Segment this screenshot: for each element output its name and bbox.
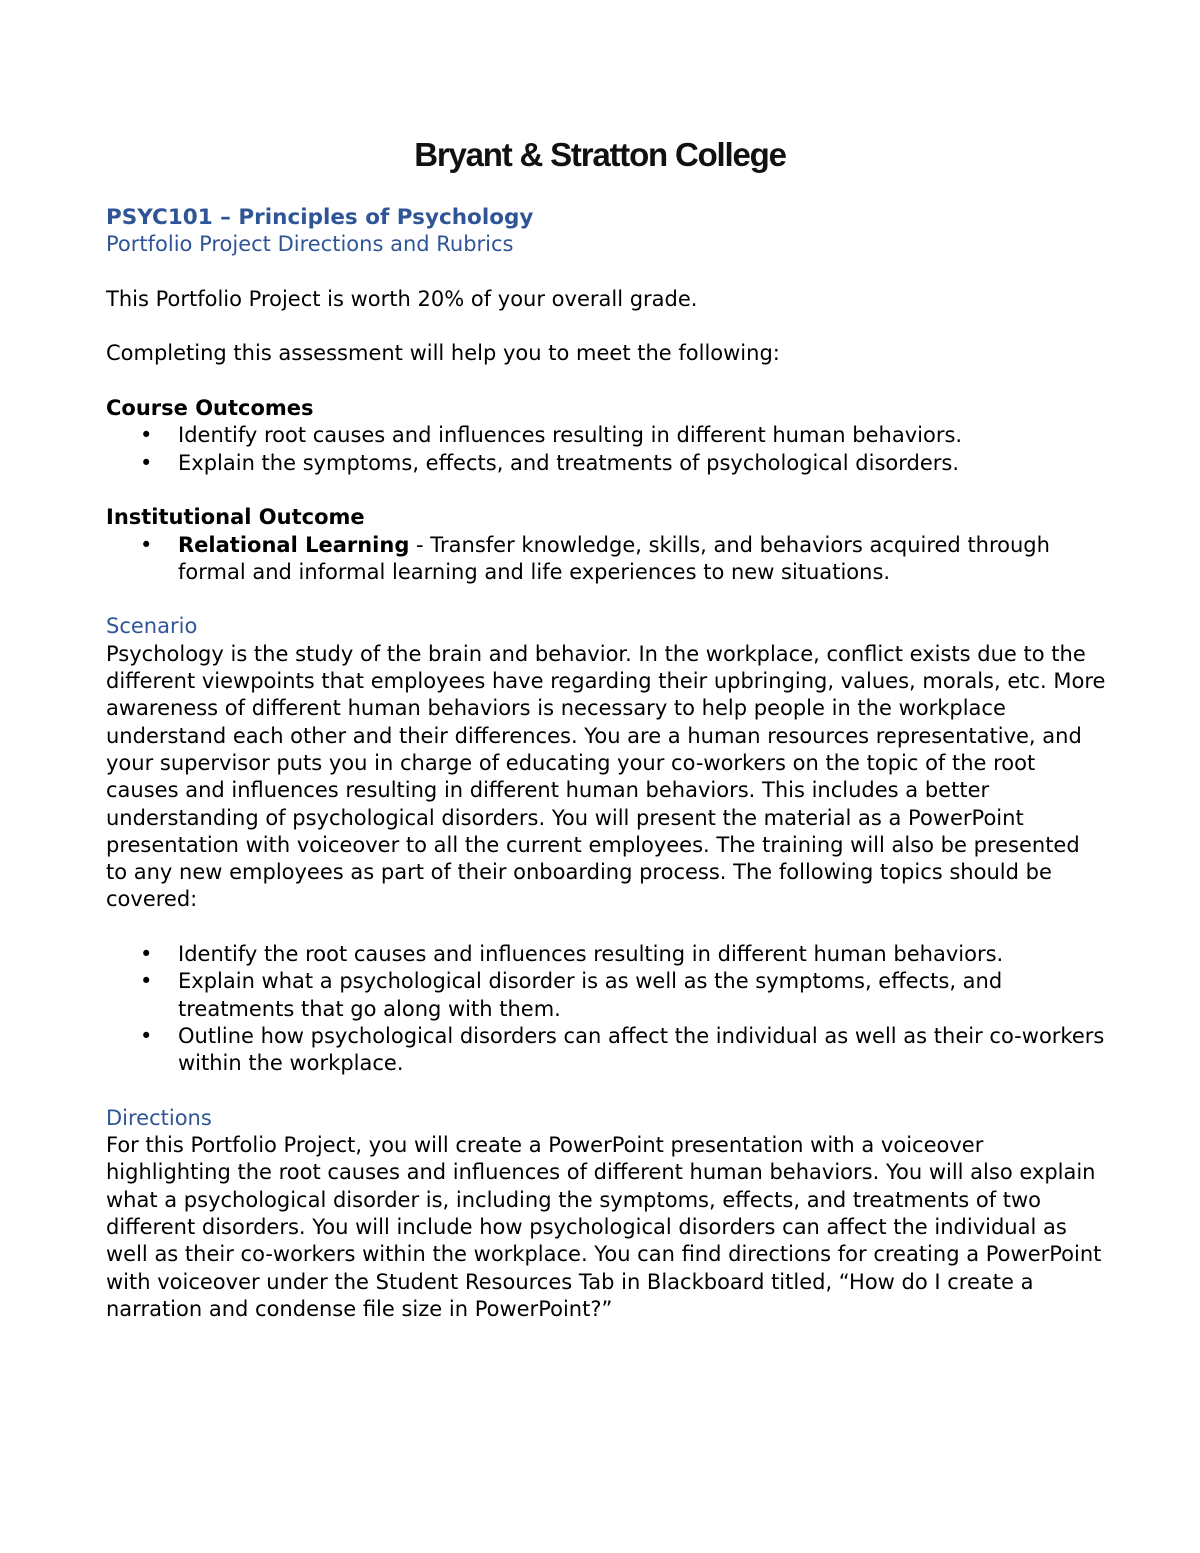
list-item: • Identify root causes and influences resulting in different human behaviors. [106,422,1106,449]
list-item: • Explain what a psychological disorder is as well as the symptoms, effects, and treatments that go along with them. [106,968,1106,1023]
directions-heading: Directions [106,1105,212,1130]
outcome-definition: - Transfer knowledge, skills, and behaviors acquired through formal and informal learning and life experiences to new situations. [178,532,1050,584]
scenario-paragraph: Psychology is the study of the brain and behavior. In the workplace, conflict exists due to the different viewpoints that employees have regarding their upbringing, values, morals, etc. More awareness of different human behaviors is necessary to help people in the workplace understand each other and their differences. You are a human resources representative, and your supervisor puts you in charge of educating your co-workers on the topic of the root causes and influences resulting in different human behaviors. This includes a better understanding of psychological disorders. You will present the material as a PowerPoint presentation with voiceover to all the current employees. The training will also be presented to any new employees as part of their onboarding process. The following topics should be covered: [106,641,1106,912]
document-body [106,204,1106,1323]
document-subtitle: Portfolio Project Directions and Rubrics [106,232,514,257]
grade-weight-text: This Portfolio Project is worth 20% of your overall grade. [106,286,698,311]
outcome-term: Relational Learning [178,532,410,557]
institutional-outcome-heading: Institutional Outcome [106,505,365,530]
list-item: • Explain the symptoms, effects, and treatments of psychological disorders. [106,450,1106,477]
list-item: • Identify the root causes and influences resulting in different human behaviors. [106,941,1106,968]
college-logo: Bryant & Stratton College [414,136,786,173]
scenario-topics-list [106,941,1106,1077]
institutional-outcome-list [106,532,1106,587]
directions-paragraph: For this Portfolio Project, you will create a PowerPoint presentation with a voiceover highlighting the root causes and influences of different human behaviors. You will also explain what a psychological disorder is, including the symptoms, effects, and treatments of two different disorders. You will include how psychological disorders can affect the individual as well as their co-workers within the workplace. You can find directions for creating a PowerPoint with voiceover under the Student Resources Tab in Blackboard titled, “How do I create a narration and condense file size in PowerPoint?” [106,1133,1102,1321]
assessment-intro-text: Completing this assessment will help you to meet the following: [106,341,780,366]
course-outcomes-list [106,422,1106,477]
course-outcomes-heading: Course Outcomes [106,396,314,421]
course-title: PSYC101 – Principles of Psychology [106,205,534,230]
list-item: • Outline how psychological disorders can affect the individual as well as their co-workers within the workplace. [106,1023,1106,1078]
scenario-heading: Scenario [106,614,198,639]
list-item [106,532,1106,587]
